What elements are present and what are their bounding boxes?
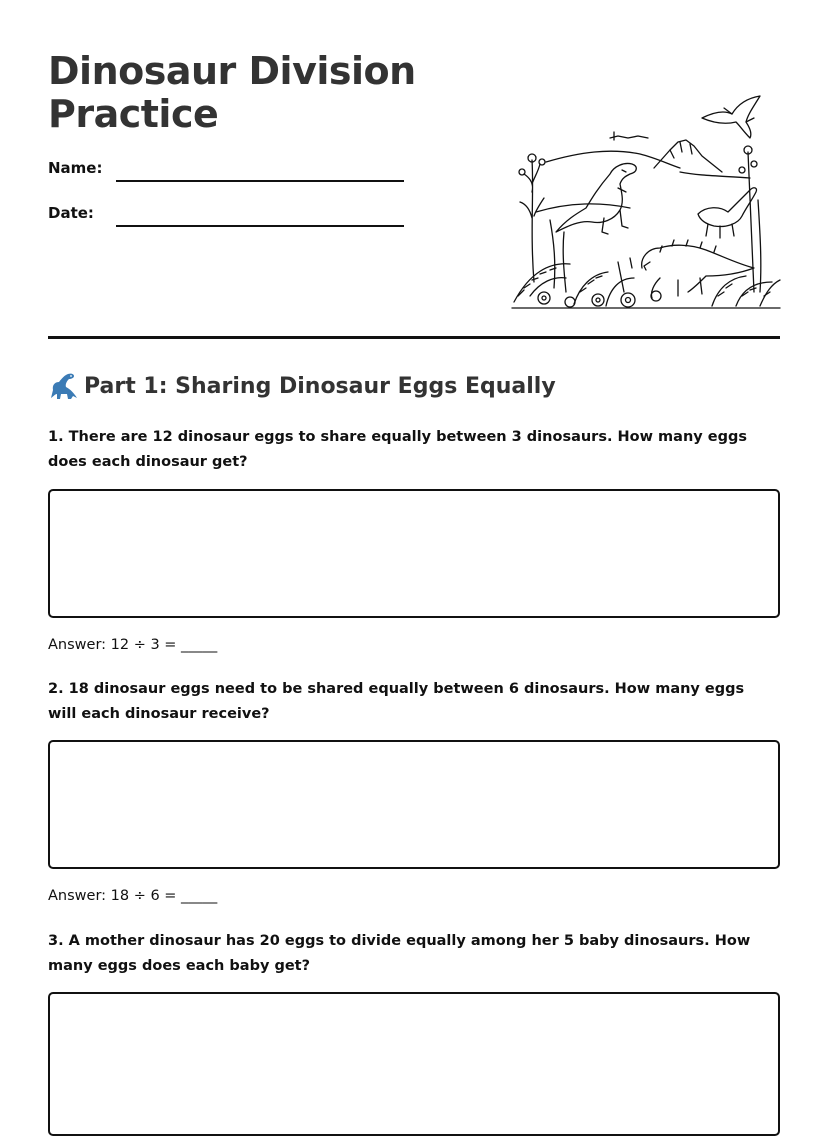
question-1-answer: Answer: 12 ÷ 3 = _____	[48, 637, 218, 653]
page-title: Dinosaur Division Practice	[48, 49, 416, 136]
question-1-text: 1. There are 12 dinosaur eggs to share equally between 3 dinosaurs. How many eggs does each dinosaur get?	[48, 429, 747, 470]
dinosaur-icon	[48, 372, 78, 400]
question-2-text: 2. 18 dinosaur eggs need to be shared equally between 6 dinosaurs. How many eggs will each dinosaur receive?	[48, 681, 745, 722]
question-2-answer: Answer: 18 ÷ 6 = _____	[48, 888, 218, 904]
name-label: Name:	[48, 159, 103, 177]
name-field[interactable]	[116, 180, 404, 182]
section-divider	[48, 336, 780, 339]
section-title: Part 1: Sharing Dinosaur Eggs Equally	[84, 373, 556, 399]
dinosaur-scene-illustration	[510, 92, 782, 314]
question-3-text: 3. A mother dinosaur has 20 eggs to divide equally among her 5 baby dinosaurs. How many eggs does each baby get?	[48, 933, 751, 974]
question-3-work-box[interactable]	[48, 992, 780, 1136]
question-1-work-box[interactable]	[48, 489, 780, 618]
date-field[interactable]	[116, 225, 404, 227]
question-2-work-box[interactable]	[48, 740, 780, 869]
section-heading	[48, 372, 556, 400]
date-label: Date:	[48, 204, 94, 222]
